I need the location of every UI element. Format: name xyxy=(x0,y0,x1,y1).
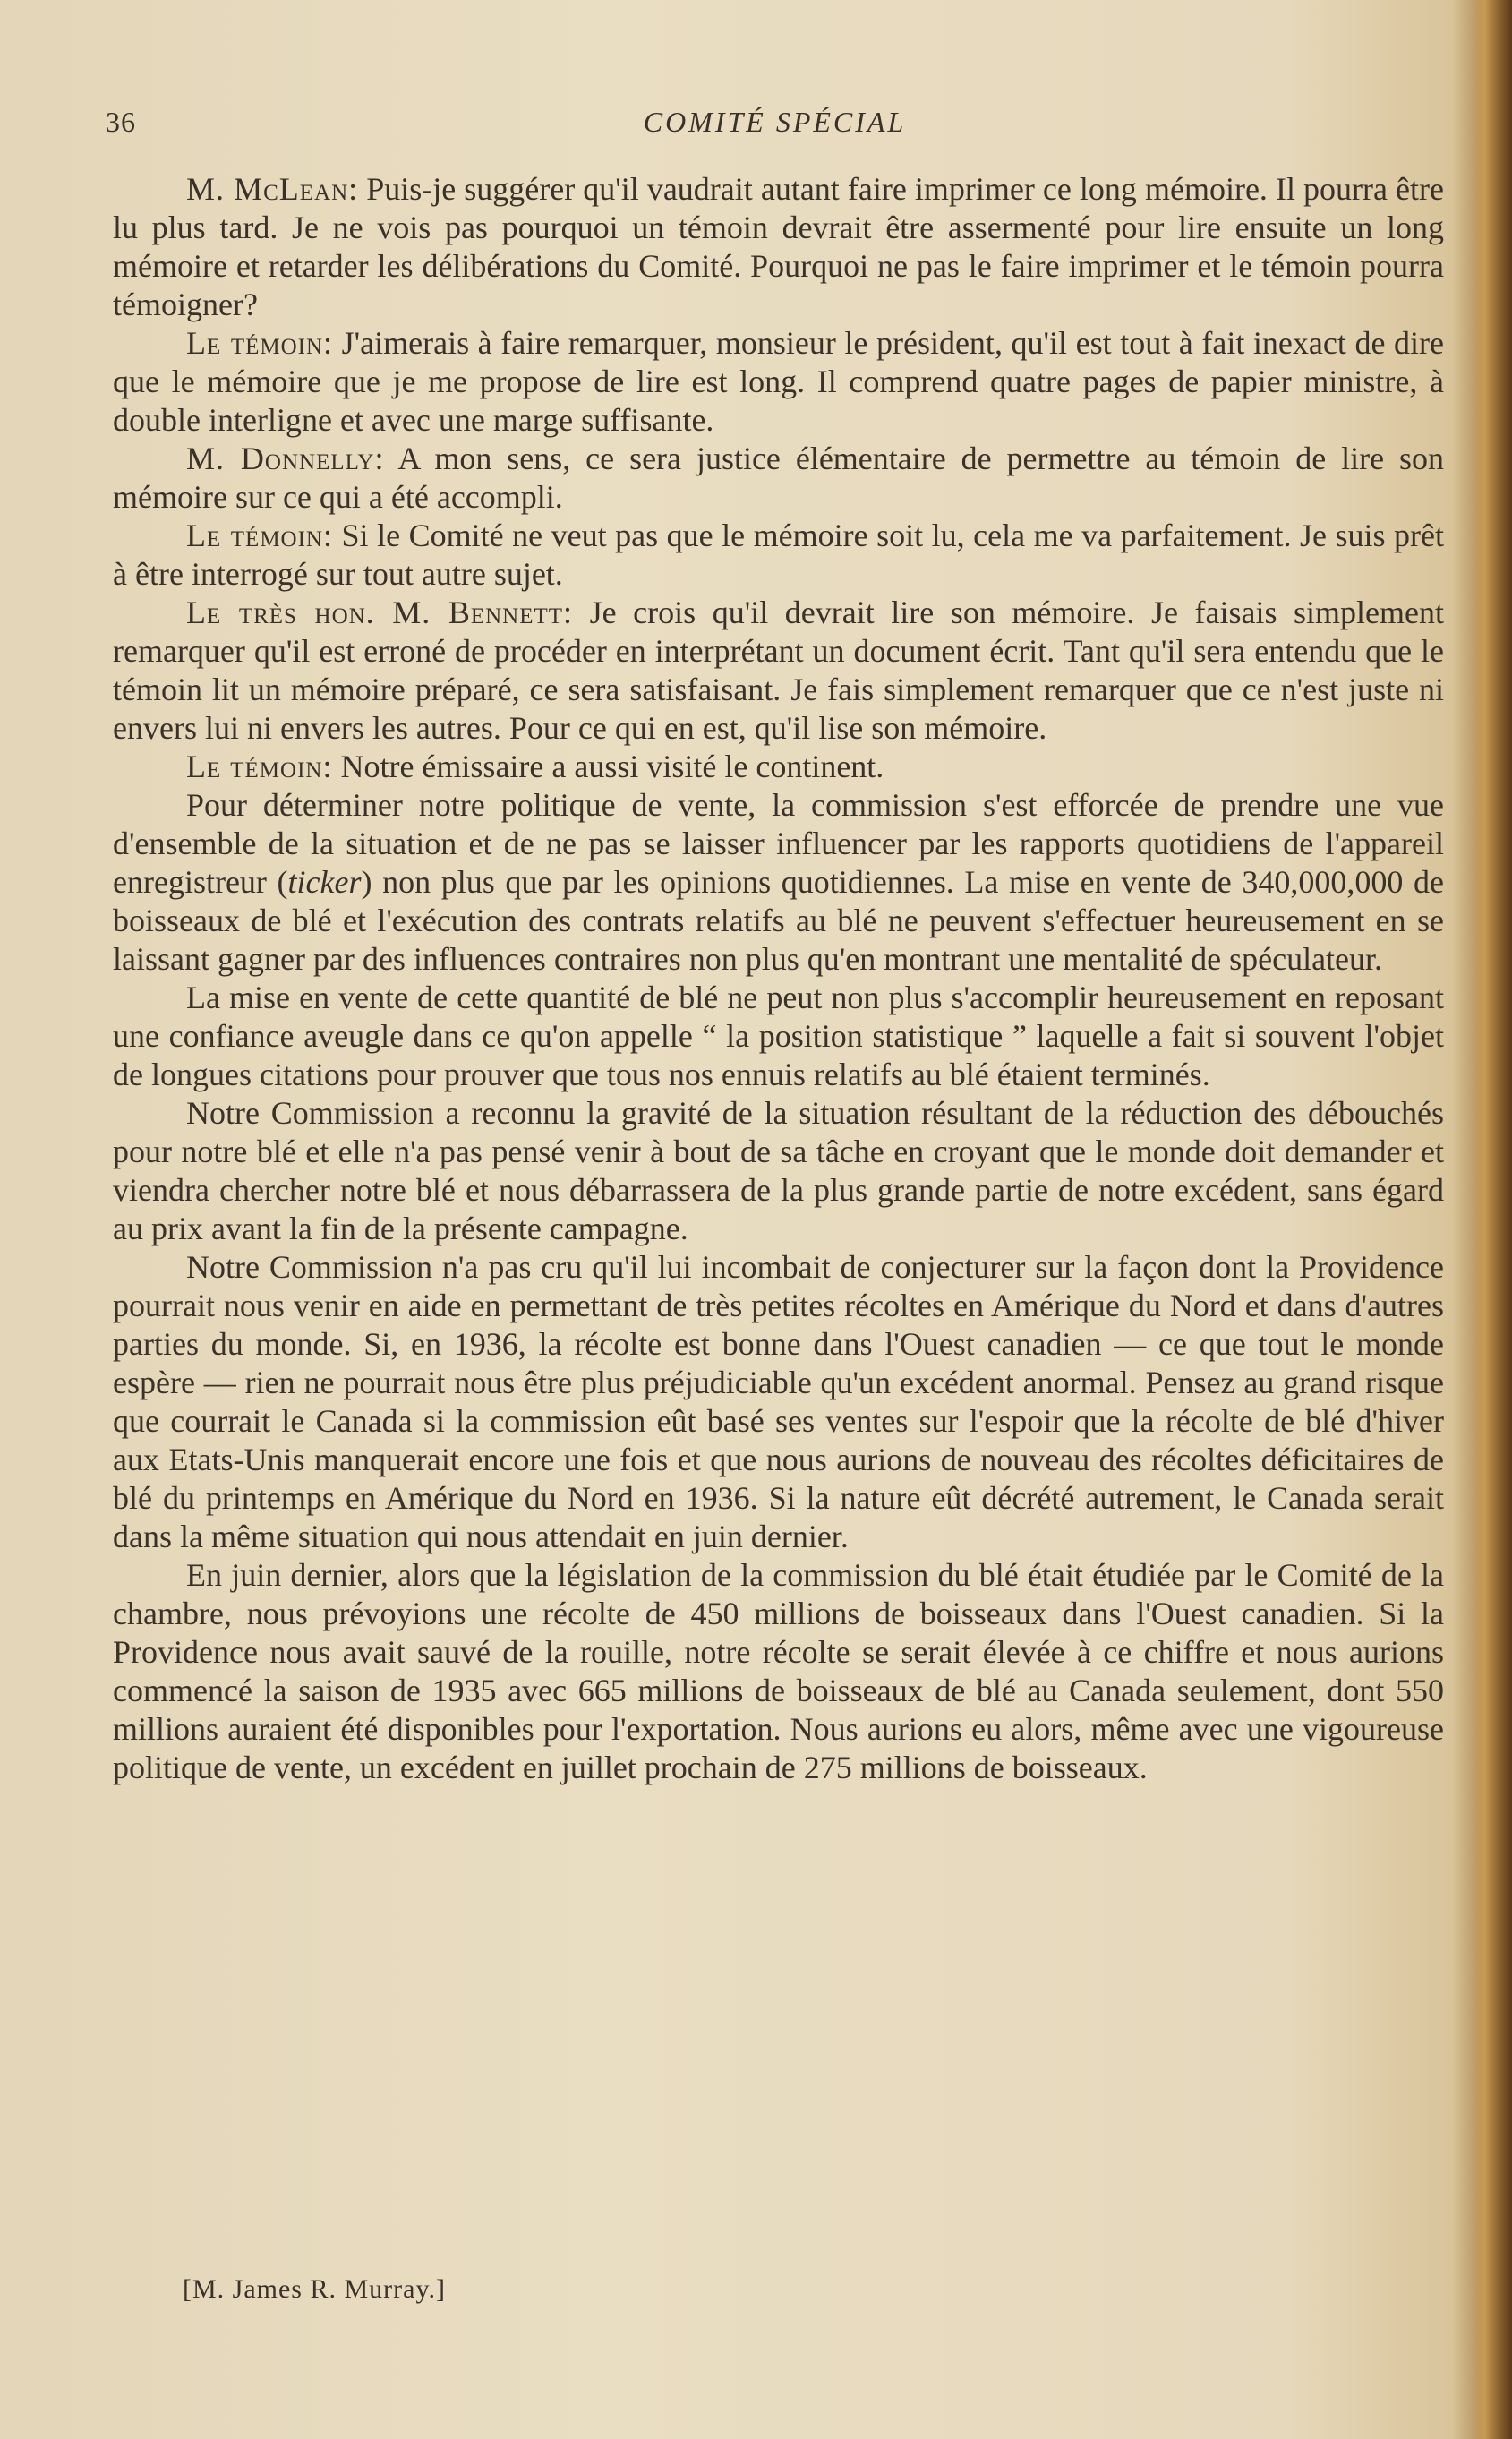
page-number: 36 xyxy=(106,106,136,138)
paragraph xyxy=(113,1248,1444,1556)
speaker-label: M. McLean: xyxy=(186,171,359,207)
paragraph-text: Notre émissaire a aussi visité le continent. xyxy=(340,749,884,784)
speaker-label: Le témoin: xyxy=(186,749,333,784)
speaker-signature: [M. James R. Murray.] xyxy=(183,2274,447,2304)
paragraph xyxy=(113,748,1444,786)
paragraph-text: Je crois qu'il devrait lire son mémoire. Je faisais simplement remarquer qu'il est erroné de procéder en interprétant un document écrit. Tant qu'il sera entendu que le témoin lit un mémoire préparé, ce sera satisfaisant. Je fais simplement remarquer que ce n'est juste ni envers lui ni envers les autres. Pour ce qui en est, qu'il lise son mémoire. xyxy=(113,595,1445,746)
speaker-label: Le témoin: xyxy=(186,325,334,361)
page-edge-shadow xyxy=(1473,0,1512,2439)
page-header xyxy=(106,106,1444,141)
paragraph xyxy=(113,786,1444,979)
paragraph-text: A mon sens, ce sera justice élémentaire de permettre au témoin de lire son mémoire sur ce qui a été accompli. xyxy=(113,441,1444,515)
body-text xyxy=(113,170,1444,1787)
paragraph-text: ) non plus que par les opinions quotidiennes. La mise en vente de 340,000,000 de boisseaux de blé et l'exécution des contrats relatifs au blé ne peuvent s'effectuer heureusement en se laissant gagner par des influences contraires non plus qu'en montrant une mentalité de spéculateur. xyxy=(113,864,1444,977)
paragraph-text: Si le Comité ne veut pas que le mémoire soit lu, cela me va parfaitement. Je suis prêt à être interrogé sur tout autre sujet. xyxy=(113,518,1445,592)
paragraph xyxy=(113,979,1444,1094)
paragraph-text: J'aimerais à faire remarquer, monsieur le président, qu'il est tout à fait inexact de dire que le mémoire que je me propose de lire est long. Il comprend quatre pages de papier ministre, à double interligne et avec une marge suffisante. xyxy=(113,325,1444,438)
speaker-label: Le très hon. M. Bennett: xyxy=(186,595,574,630)
paragraph-text: Notre Commission a reconnu la gravité de la situation résultant de la réduction des débouchés pour notre blé et elle n'a pas pensé venir à bout de sa tâche en croyant que le monde doit demander et viendra chercher notre blé et nous débarrassera de la plus grande partie de notre excédent, sans égard au prix avant la fin de la présente campagne. xyxy=(113,1095,1444,1246)
paragraph xyxy=(113,440,1444,517)
paragraph-text: En juin dernier, alors que la législation de la commission du blé était étudiée par le Comité de la chambre, nous prévoyions une récolte de 450 millions de boisseaux dans l'Ouest canadien. Si la Providence nous avait sauvé de la rouille, notre récolte se serait élevée à ce chiffre et nous aurions commencé la saison de 1935 avec 665 millions de boisseaux de blé au Canada seulement, dont 550 millions auraient été disponibles pour l'exportation. Nous aurions eu alors, même avec une vigoureuse politique de vente, un excédent en juillet prochain de 275 millions de boisseaux. xyxy=(113,1557,1444,1785)
paragraph-text: Pour déterminer notre politique de vente, la commission s'est efforcée de prendre une vue d'ensemble de la situation et de ne pas se laisser influencer par les rapports quotidiens de l'appareil enregistreur ( xyxy=(113,787,1444,900)
speaker-label: M. Donnelly: xyxy=(186,441,385,476)
speaker-label: Le témoin: xyxy=(186,518,333,553)
italic-term: ticker xyxy=(287,864,362,900)
paragraph xyxy=(113,1556,1444,1787)
paragraph-text: La mise en vente de cette quantité de blé ne peut non plus s'accomplir heureusement en reposant une confiance aveugle dans ce qu'on appelle “ la position statistique ” laquelle a fait si souvent l'objet de longues citations pour prouver que tous nos ennuis relatifs au blé étaient terminés. xyxy=(113,980,1444,1092)
paragraph-text: Notre Commission n'a pas cru qu'il lui incombait de conjecturer sur la façon dont la Providence pourrait nous venir en aide en permettant de très petites récoltes en Amérique du Nord et dans d'autres parties du monde. Si, en 1936, la récolte est bonne dans l'Ouest canadien — ce que tout le monde espère — rien ne pourrait nous être plus préjudiciable qu'un excédent anormal. Pensez au grand risque que courrait le Canada si la commission eût basé ses ventes sur l'espoir que la récolte de blé d'hiver aux Etats-Unis manquerait encore une fois et que nous aurions de nouveau des récoltes déficitaires de blé du printemps en Amérique du Nord en 1936. Si la nature eût décrété autrement, le Canada serait dans la même situation qui nous attendait en juin dernier. xyxy=(113,1249,1444,1554)
paragraph xyxy=(113,170,1444,324)
paragraph xyxy=(113,1094,1444,1248)
paragraph xyxy=(113,594,1444,748)
paragraph-text: Puis-je suggérer qu'il vaudrait autant faire imprimer ce long mémoire. Il pourra être lu plus tard. Je ne vois pas pourquoi un témoin devrait être assermenté pour lire ensuite un long mémoire et retarder les délibérations du Comité. Pourquoi ne pas le faire imprimer et le témoin pourra témoigner? xyxy=(113,171,1444,322)
paragraph xyxy=(113,324,1444,440)
paragraph xyxy=(113,517,1444,594)
running-head: COMITÉ SPÉCIAL xyxy=(643,106,907,138)
